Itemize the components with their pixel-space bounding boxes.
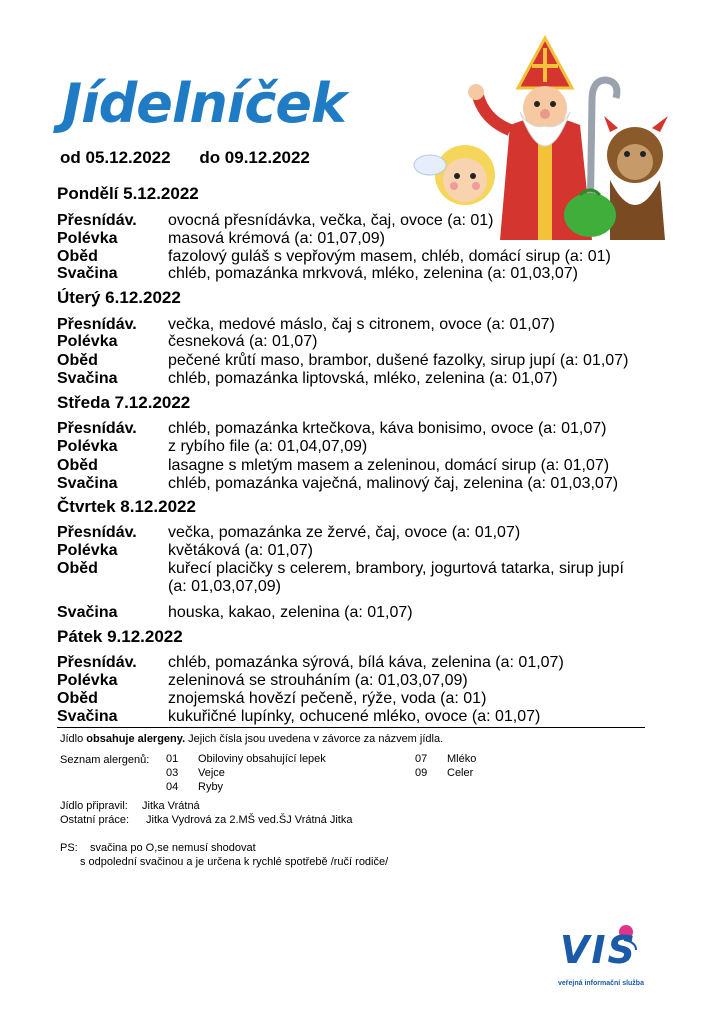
meal-label: Oběd — [57, 560, 98, 577]
date-range — [60, 148, 334, 168]
ps-line-1: svačina po O,se nemusí shodovat — [90, 842, 256, 854]
allergen-name-09: Celer — [447, 767, 474, 779]
meal-description: květáková (a: 01,07) — [168, 542, 313, 559]
meal-description: chléb, pomazánka sýrová, bílá káva, zelenina (a: 01,07) — [168, 654, 564, 671]
allergen-code-09: 09 — [415, 767, 428, 779]
day-heading: Pátek 9.12.2022 — [57, 627, 183, 646]
meal-label: Přesnídáv. — [57, 212, 137, 229]
meal-description: chléb, pomazánka vaječná, malinový čaj, zelenina (a: 01,03,07) — [168, 475, 619, 492]
allergen-note-bold: obsahuje alergeny. — [86, 733, 186, 745]
meal-label: Oběd — [57, 457, 98, 474]
allergen-name-01: Obiloviny obsahující lepek — [198, 753, 326, 765]
meal-label: Svačina — [57, 604, 118, 621]
meal-description: večka, medové máslo, čaj s citronem, ovoce (a: 01,07) — [168, 316, 555, 333]
meal-description: znojemská hovězí pečeně, rýže, voda (a: 01) — [168, 690, 487, 707]
prepared-by: Jitka Vrátná — [142, 800, 200, 812]
meal-description: kukuřičné lupínky, ochucené mléko, ovoce (a: 01,07) — [168, 708, 541, 725]
meal-description: masová krémová (a: 01,07,09) — [168, 230, 385, 247]
meal-description: z rybího file (a: 01,04,07,09) — [168, 438, 368, 455]
meal-label: Svačina — [57, 370, 118, 387]
other-work-by: Jitka Vydrová za 2.MŠ ved.ŠJ Vrátná Jitka — [146, 814, 353, 826]
meal-description: lasagne s mletým masem a zeleninou, domácí sirup (a: 01,07) — [168, 457, 610, 474]
allergen-code-07: 07 — [415, 753, 428, 765]
meal-label: Přesnídáv. — [57, 524, 137, 541]
vis-logo-tagline: veřejná informační služba — [558, 980, 644, 987]
meal-label: Oběd — [57, 690, 98, 707]
meal-label: Svačina — [57, 475, 118, 492]
meal-description: pečené krůtí maso, brambor, dušené fazolky, sirup jupí (a: 01,07) — [168, 352, 629, 369]
meal-description: česneková (a: 01,07) — [168, 333, 318, 350]
meal-description: chléb, pomazánka liptovská, mléko, zelenina (a: 01,07) — [168, 370, 558, 387]
day-heading: Úterý 6.12.2022 — [57, 288, 181, 307]
day-heading: Středa 7.12.2022 — [57, 393, 191, 412]
meal-description-continued: (a: 01,03,07,09) — [168, 578, 281, 595]
meal-label: Polévka — [57, 542, 118, 559]
ps-line-2: s odpolední svačinou a je určena k rychlé spotřebě /ručí rodiče/ — [80, 856, 389, 868]
date-from: od 05.12.2022 — [60, 148, 171, 167]
meal-label: Svačina — [57, 708, 118, 725]
meal-label: Polévka — [57, 438, 118, 455]
meal-description: houska, kakao, zelenina (a: 01,07) — [168, 604, 413, 621]
meal-description: zeleninová se strouháním (a: 01,03,07,09) — [168, 672, 468, 689]
meal-label: Přesnídáv. — [57, 316, 137, 333]
date-to: do 09.12.2022 — [199, 148, 310, 167]
allergen-note — [60, 733, 443, 746]
meal-label: Přesnídáv. — [57, 654, 137, 671]
meal-label: Přesnídáv. — [57, 420, 137, 437]
allergen-name-04: Ryby — [198, 781, 224, 793]
allergen-note-suffix: Jejich čísla jsou uvedena v závorce za názvem jídla. — [185, 733, 444, 745]
ps-label: PS: — [60, 842, 78, 854]
allergen-name-03: Vejce — [198, 767, 225, 779]
divider — [57, 727, 645, 728]
meal-description: chléb, pomazánka mrkvová, mléko, zelenina (a: 01,03,07) — [168, 265, 578, 282]
meal-description: ovocná přesnídávka, večka, čaj, ovoce (a: 01) — [168, 212, 494, 229]
vis-logo — [556, 920, 666, 1000]
meal-label: Polévka — [57, 672, 118, 689]
meal-label: Oběd — [57, 352, 98, 369]
meal-label: Polévka — [57, 230, 118, 247]
meal-label: Oběd — [57, 248, 98, 265]
meal-label: Svačina — [57, 265, 118, 282]
allergen-code-01: 01 — [166, 753, 179, 765]
vis-logo-text: VIS — [560, 928, 637, 972]
allergen-code-03: 03 — [166, 767, 179, 779]
meal-description: chléb, pomazánka krtečkova, káva bonisimo, ovoce (a: 01,07) — [168, 420, 607, 437]
allergen-note-prefix: Jídlo — [60, 733, 87, 745]
meal-description: večka, pomazánka ze žervé, čaj, ovoce (a: 01,07) — [168, 524, 521, 541]
allergen-name-07: Mléko — [447, 753, 477, 765]
other-work-label: Ostatní práce: — [60, 814, 130, 826]
allergen-code-04: 04 — [166, 781, 179, 793]
day-heading: Čtvrtek 8.12.2022 — [57, 497, 196, 516]
allergen-list-label: Seznam alergenů: — [60, 754, 150, 766]
meal-label: Polévka — [57, 333, 118, 350]
day-heading: Pondělí 5.12.2022 — [57, 184, 199, 203]
meal-description: fazolový guláš s vepřovým masem, chléb, domácí sirup (a: 01) — [168, 248, 611, 265]
page-title: Jídelníček — [62, 72, 346, 135]
prepared-label: Jídlo připravil: — [60, 800, 128, 812]
meal-description: kuřecí placičky s celerem, brambory, jogurtová tatarka, sirup jupí — [168, 560, 624, 577]
